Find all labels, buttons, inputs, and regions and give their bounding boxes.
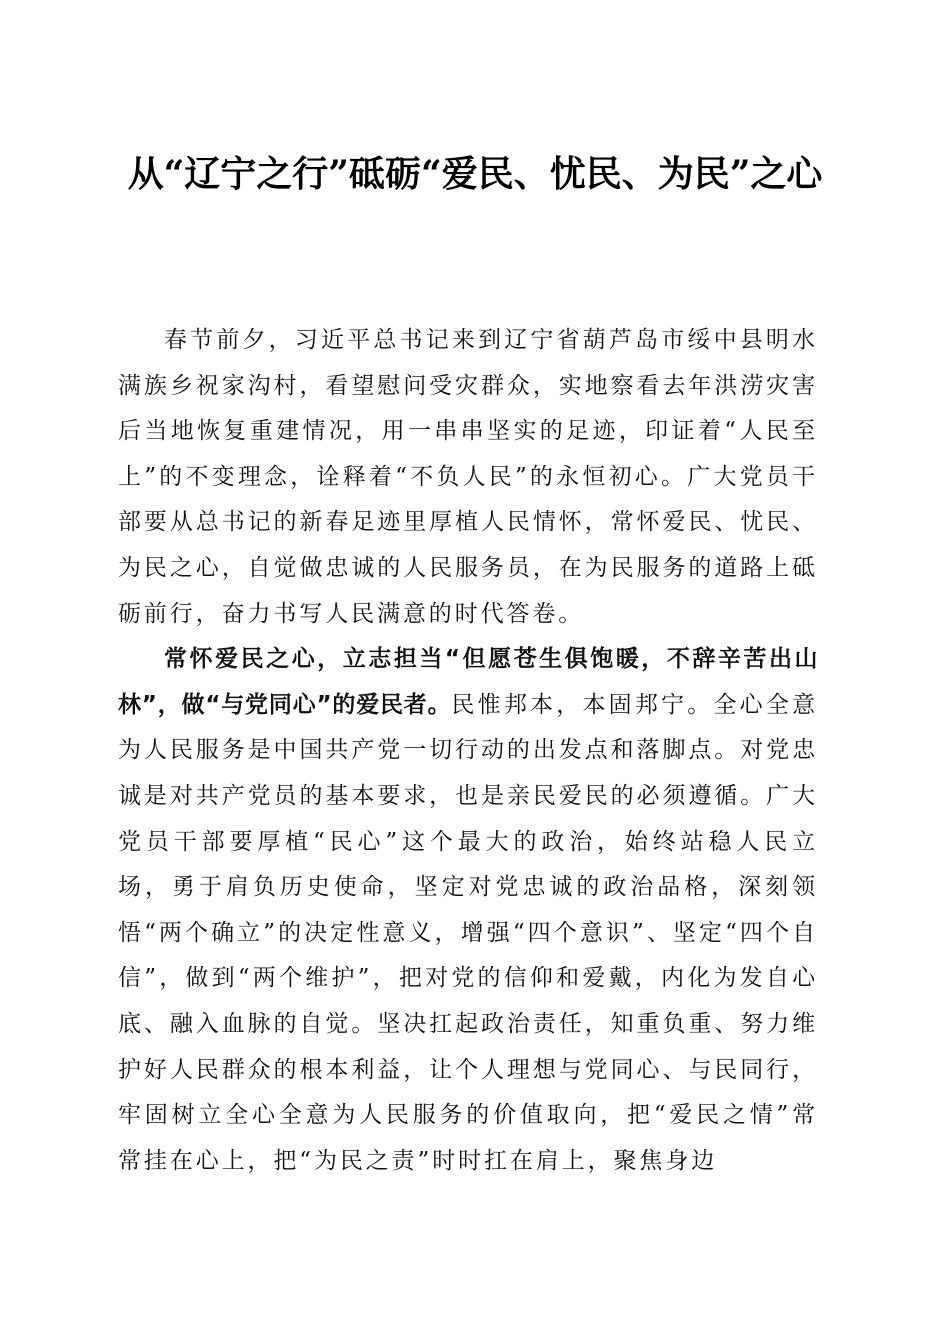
document-body bbox=[118, 318, 818, 1184]
paragraph-2 bbox=[118, 637, 818, 1184]
paragraph-1 bbox=[118, 318, 818, 637]
paragraph-2-text: 民惟邦本，本固邦宁。全心全意为人民服务是中国共产党一切行动的出发点和落脚点。对党忠诚是对共产党员的基本要求，也是亲民爱民的必须遵循。广大党员干部要厚植“民心”这个最大的政治，始终站稳人民立场，勇于肩负历史使命，坚定对党忠诚的政治品格，深刻领悟“两个确立”的决定性意义，增强“四个意识”、坚定“四个自信”，做到“两个维护”，把对党的信仰和爱戴，内化为发自心底、融入血脉的自觉。坚决扛起政治责任，知重负重、努力维护好人民群众的根本利益，让个人理想与党同心、与民同行，牢固树立全心全意为人民服务的价值取向，把“爱民之情”常常挂在心上，把“为民之责”时时扛在肩上，聚焦身边 bbox=[118, 691, 818, 1174]
paragraph-2-lead: 常怀爱民之心，立志担当“但愿苍生俱饱暖，不辞辛苦出山林”，做“与党同心”的爱民者。 bbox=[118, 646, 818, 718]
paragraph-1-text: 春节前夕，习近平总书记来到辽宁省葫芦岛市绥中县明水满族乡祝家沟村，看望慰问受灾群众，实地察看去年洪涝灾害后当地恢复重建情况，用一串串坚实的足迹，印证着“人民至上”的不变理念，诠释着“不负人民”的永恒初心。广大党员干部要从总书记的新春足迹里厚植人民情怀，常怀爱民、忧民、为民之心，自觉做忠诚的人民服务员，在为民服务的道路上砥砺前行，奋力书写人民满意的时代答卷。 bbox=[118, 327, 818, 627]
document-title: 从“辽宁之行”砥砺“爱民、忧民、为民”之心 bbox=[127, 153, 823, 195]
